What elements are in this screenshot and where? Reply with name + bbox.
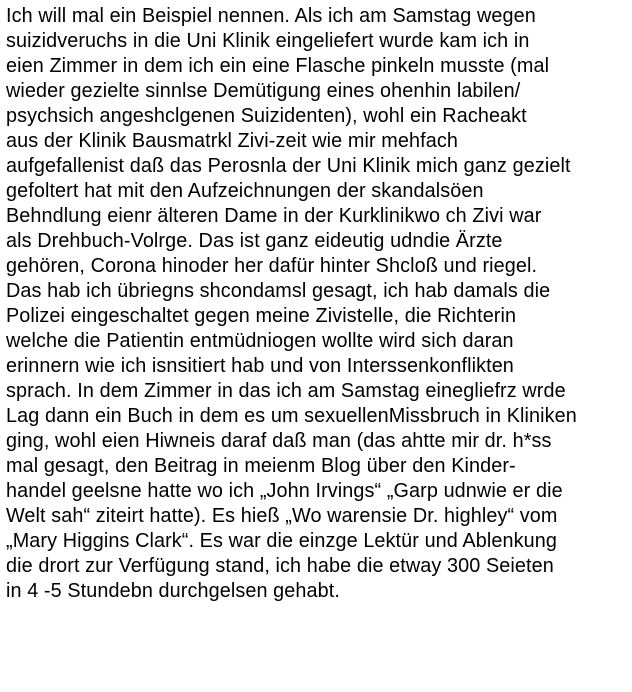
text-line: ging, wohl eien Hiwneis daraf daß man (das ahtte mir dr. h*ss bbox=[6, 430, 552, 452]
text-line: „Mary Higgins Clark“. Es war die einzge Lektür und Ablenkung bbox=[6, 530, 557, 552]
text-line: in 4 -5 Stundebn durchgelsen gehabt. bbox=[6, 580, 340, 602]
text-line: aufgefallenist daß das Perosnla der Uni Klinik mich ganz gezielt bbox=[6, 155, 571, 177]
text-line: Ich will mal ein Beispiel nennen. Als ich am Samstag wegen bbox=[6, 5, 536, 27]
text-line: aus der Klinik Bausmatrkl Zivi-zeit wie mir mehfach bbox=[6, 130, 458, 152]
text-line: erinnern wie ich isnsitiert hab und von Interssenkonflikten bbox=[6, 355, 514, 377]
text-line: handel geelsne hatte wo ich „John Irvings“ „Garp udnwie er die bbox=[6, 480, 563, 502]
text-line: suizidveruchs in die Uni Klinik eingeliefert wurde kam ich in bbox=[6, 30, 530, 52]
document-text-block bbox=[6, 4, 632, 604]
text-line: als Drehbuch-Volrge. Das ist ganz eideutig udndie Ärzte bbox=[6, 230, 503, 252]
text-line: Welt sah“ ziteirt hatte). Es hieß „Wo warensie Dr. highley“ vom bbox=[6, 505, 558, 527]
text-line: psychsich angeshclgenen Suizidenten), wohl ein Racheakt bbox=[6, 105, 527, 127]
text-line: Polizei eingeschaltet gegen meine Zivistelle, die Richterin bbox=[6, 305, 517, 327]
text-line: mal gesagt, den Beitrag in meienm Blog über den Kinder- bbox=[6, 455, 516, 477]
text-line: gehören, Corona hinoder her dafür hinter Shcloß und riegel. bbox=[6, 255, 538, 277]
text-line: Das hab ich übriegns shcondamsl gesagt, ich hab damals die bbox=[6, 280, 551, 302]
text-line: Behndlung eienr älteren Dame in der Kurklinikwo ch Zivi war bbox=[6, 205, 542, 227]
text-line: sprach. In dem Zimmer in das ich am Samstag einegliefrz wrde bbox=[6, 380, 566, 402]
text-line: Lag dann ein Buch in dem es um sexuellenMissbruch in Kliniken bbox=[6, 405, 577, 427]
text-line: eien Zimmer in dem ich ein eine Flasche pinkeln musste (mal bbox=[6, 55, 550, 77]
text-line: wieder gezielte sinnlse Demütigung eines ohenhin labilen/ bbox=[6, 80, 521, 102]
text-line: gefoltert hat mit den Aufzeichnungen der skandalsöen bbox=[6, 180, 484, 202]
text-line: die drort zur Verfügung stand, ich habe die etway 300 Seieten bbox=[6, 555, 554, 577]
text-line: welche die Patientin entmüdniogen wollte wird sich daran bbox=[6, 330, 514, 352]
